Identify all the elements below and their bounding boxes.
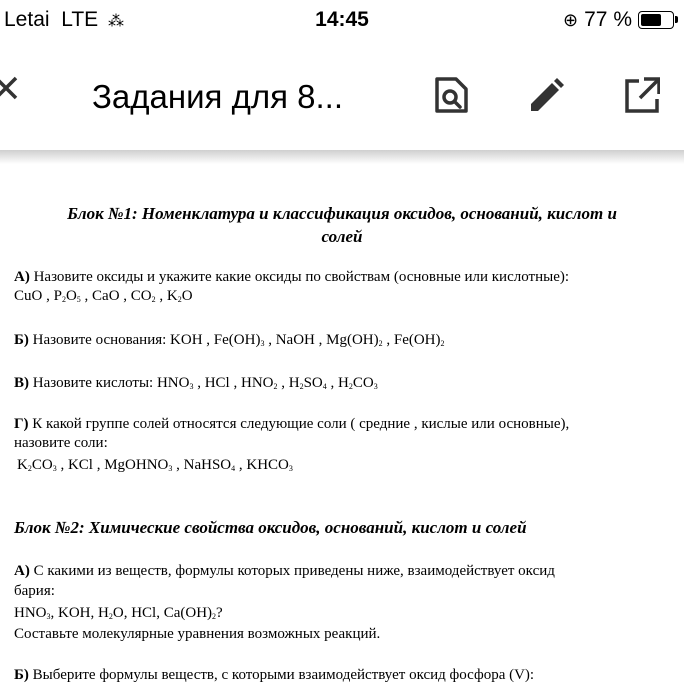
formula: $CO_2$ <box>130 288 156 304</box>
edit-pencil-icon[interactable] <box>528 76 564 114</box>
formula-list: $K_2CO_3$ , KCl , MgOHNO$_3$ , NaHSO$_4$ , $KHCO_3$ <box>17 457 293 473</box>
block1-g-line2: назовите соли: <box>14 435 108 451</box>
block1-task-v <box>14 374 670 393</box>
formula: HCl <box>131 605 157 621</box>
clock: 14:45 <box>315 8 369 31</box>
formula: $H_2O$ <box>98 605 124 621</box>
block1-g-formulas <box>17 456 673 475</box>
app-toolbar <box>0 42 684 150</box>
formula: $H_2SO_4$ <box>288 375 327 391</box>
formula: $Ca(OH)_2$ <box>163 605 217 621</box>
block1-a-formulas <box>14 287 670 306</box>
close-icon[interactable] <box>0 70 22 110</box>
task-label: В) <box>14 375 29 391</box>
toolbar-shadow <box>0 150 684 164</box>
battery-percent: 77 % <box>584 8 632 31</box>
task-text: Назовите основания: <box>28 332 171 348</box>
document-title: Задания для 8... <box>92 78 343 115</box>
task-label: А) <box>14 269 30 285</box>
formula-list: CuO , $P_2O_5$ , CaO , $CO_2$ , $K_2O$ <box>14 288 193 304</box>
formula: $P_2O_5$ <box>53 288 81 304</box>
formula: KOH <box>58 605 91 621</box>
network-type: LTE <box>61 8 99 31</box>
status-bar <box>0 0 684 42</box>
rotation-lock-icon: ⊕ <box>563 9 579 30</box>
task-text: Назовите кислоты: <box>29 375 157 391</box>
block1-heading: Блок №1: Номенклатура и классификация оксидов, оснований, кислот и солей <box>67 204 617 246</box>
task-text: Назовите оксиды и укажите какие оксиды по свойствам (основные или кислотные): <box>29 269 570 285</box>
task-text: К какой группе солей относятся следующие соли ( средние , кислые или основные), <box>28 416 570 432</box>
formula: $KHCO_3$ <box>246 457 293 473</box>
formula: CuO <box>14 288 43 304</box>
formula: NaHSO$_4$ <box>183 457 236 473</box>
formula: KOH <box>170 332 203 348</box>
formula: HCl <box>204 375 230 391</box>
block2-heading: Блок №2: Химические свойства оксидов, оснований, кислот и солей <box>14 518 527 537</box>
document-page <box>0 164 684 683</box>
block2-a-line2: бария: <box>14 583 55 599</box>
formula: KCl <box>67 457 93 473</box>
block1-task-b <box>14 331 670 350</box>
block2-a-line4: Составьте молекулярные уравнения возможных реакций. <box>14 626 381 642</box>
task-label: А) <box>14 563 30 579</box>
block2-a-formulas <box>14 604 670 623</box>
formula: $HNO_3$ <box>14 605 51 621</box>
formula: CaO <box>92 288 120 304</box>
formula: MgOHNO$_3$ <box>104 457 173 473</box>
formula: $K_2O$ <box>166 288 193 304</box>
task-label: Б) <box>14 332 29 348</box>
task-text: С какими из веществ, формулы которых приведены ниже, взаимодействует оксид <box>29 563 555 579</box>
formula: $K_2CO_3$ <box>17 457 57 473</box>
find-in-page-icon[interactable] <box>433 76 469 114</box>
status-right <box>563 8 674 32</box>
formula: $HNO_3$ <box>156 375 194 391</box>
task-text: Выберите формулы веществ, с которыми взаимодействует оксид фосфора (V): <box>28 667 535 683</box>
task-label: Г) <box>14 416 29 432</box>
formula: $Fe(OH)_2$ <box>393 332 445 348</box>
formula-list: $HNO_3$ , HCl , $HNO_2$ , $H_2SO_4$ , $H_2CO_3$ <box>156 375 378 391</box>
battery-icon <box>638 11 674 29</box>
block2-task-b <box>14 666 670 685</box>
block1-task-a <box>14 268 670 287</box>
formula: $Mg(OH)_2$ <box>326 332 383 348</box>
activity-spinner-icon: ⁂ <box>108 13 125 30</box>
formula: NaOH <box>275 332 315 348</box>
battery-fill <box>641 14 661 26</box>
formula: $HNO_2$ <box>240 375 278 391</box>
formula: $H_2CO_3$ <box>338 375 378 391</box>
block2-task-a <box>14 562 670 581</box>
carrier-name: Letai <box>4 8 50 31</box>
formula: $Fe(OH)_3$ <box>213 332 265 348</box>
block1-task-g <box>14 415 670 434</box>
task-label: Б) <box>14 667 29 683</box>
formula-list: KOH , $Fe(OH)_3$ , NaOH , $Mg(OH)_2$ , $Fe(OH)_2$ <box>170 332 445 348</box>
formula-list: $HNO_3$, KOH, $H_2O$, HCl, $Ca(OH)_2$? <box>14 605 223 621</box>
open-external-icon[interactable] <box>624 76 660 114</box>
